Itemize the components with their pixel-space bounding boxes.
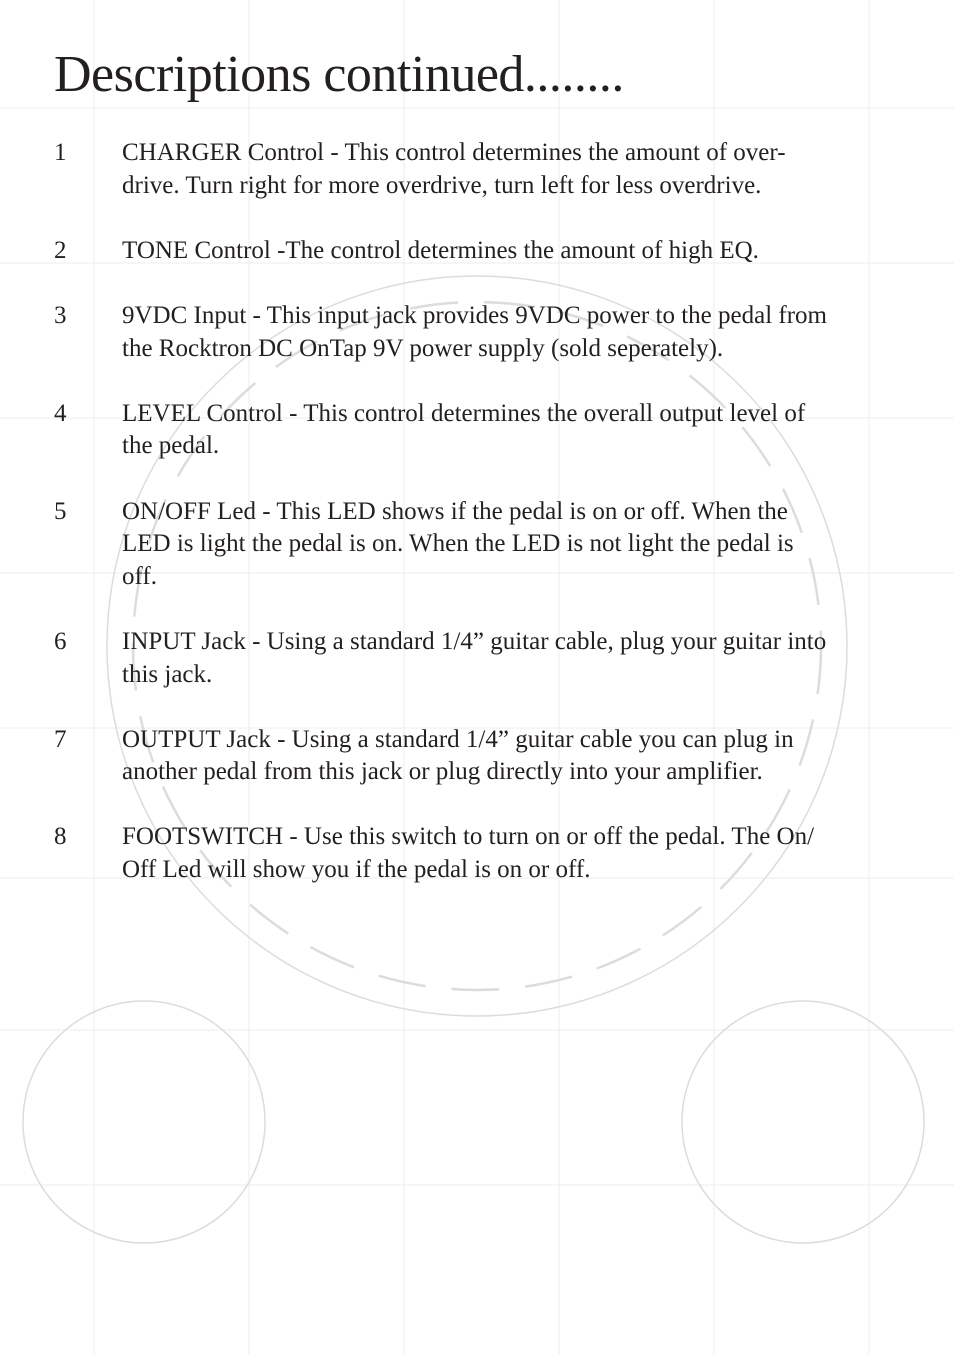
item-text-line: INPUT Jack - Using a standard 1/4” guitar cable, plug your guitar into (122, 627, 827, 655)
list-item (54, 398, 904, 463)
item-text-line: the pedal. (122, 432, 220, 460)
item-text (122, 821, 897, 886)
item-text-line: another pedal from this jack or plug directly into your amplifier. (122, 758, 763, 786)
item-text-line: CHARGER Control - This control determines the amount of over- (122, 139, 786, 166)
item-text-line: OUTPUT Jack - Using a standard 1/4” guitar cable you can plug in (122, 725, 794, 753)
item-number: 3 (54, 301, 67, 329)
item-number: 4 (54, 399, 67, 427)
page-title: Descriptions continued........ (54, 46, 624, 103)
item-text (122, 626, 897, 691)
list-item (54, 235, 904, 268)
item-text-line: off. (122, 562, 157, 590)
description-list (54, 137, 904, 919)
item-text (122, 235, 897, 268)
item-text-line: ON/OFF Led - This LED shows if the pedal is on or off. When the (122, 497, 788, 525)
item-number: 1 (54, 139, 67, 166)
item-number: 7 (54, 725, 67, 753)
item-text (122, 496, 897, 594)
item-text-line: TONE Control -The control determines the amount of high EQ. (122, 236, 759, 264)
list-item (54, 137, 904, 202)
item-text-line: 9VDC Input - This input jack provides 9VDC power to the pedal from (122, 301, 827, 329)
list-item (54, 300, 904, 365)
item-text-line: Off Led will show you if the pedal is on or off. (122, 856, 591, 884)
list-item (54, 496, 904, 594)
item-text-line: LED is light the pedal is on. When the LED is not light the pedal is (122, 530, 794, 558)
item-text (122, 398, 897, 463)
item-text-line: the Rocktron DC OnTap 9V power supply (sold seperately). (122, 334, 724, 362)
knob-outline-right (682, 1001, 924, 1243)
item-text (122, 724, 897, 789)
item-number: 8 (54, 823, 67, 851)
item-text-line: LEVEL Control - This control determines the overall output level of (122, 399, 806, 427)
item-number: 6 (54, 627, 67, 655)
item-number: 2 (54, 236, 67, 264)
item-text-line: this jack. (122, 660, 213, 688)
knob-outline-left (23, 1001, 265, 1243)
list-item (54, 626, 904, 691)
item-text-line: drive. Turn right for more overdrive, turn left for less overdrive. (122, 171, 762, 199)
list-item (54, 724, 904, 789)
list-item (54, 821, 904, 886)
item-text (122, 300, 897, 365)
item-text (122, 137, 897, 202)
item-number: 5 (54, 497, 67, 525)
item-text-line: FOOTSWITCH - Use this switch to turn on or off the pedal. The On/ (122, 823, 815, 851)
